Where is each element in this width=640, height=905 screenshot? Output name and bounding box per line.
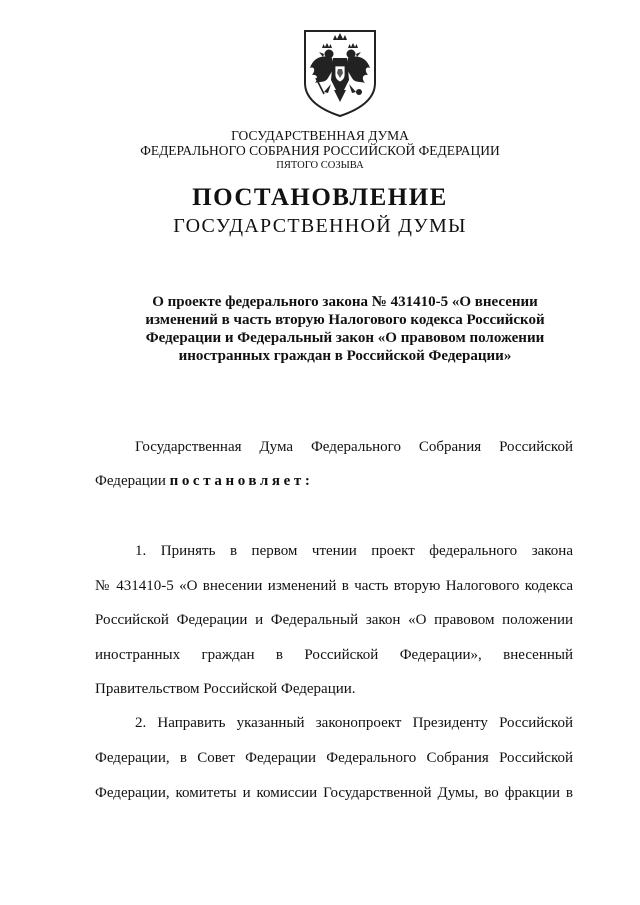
item2-line: 2. Направить указанный законопроект Президенту Российской (135, 715, 573, 731)
coat-of-arms-emblem (302, 28, 378, 118)
convocation: ПЯТОГО СОЗЫВА (276, 160, 364, 171)
intro-verb: постановляет: (169, 473, 314, 489)
subject-line: изменений в часть вторую Налогового кодекса Российской (145, 312, 545, 328)
intro-line (95, 474, 573, 489)
subject-heading (110, 293, 580, 365)
intro-subject: Федерации (95, 473, 166, 489)
issuer-name: ГОСУДАРСТВЕННАЯ ДУМА (231, 128, 409, 143)
item1-line: 1. Принять в первом чтении проект федерального закона (135, 543, 573, 559)
document-subtitle: ГОСУДАРСТВЕННОЙ ДУМЫ (173, 215, 467, 237)
item1-line: № 431410-5 «О внесении изменений в часть вторую Налогового кодекса (95, 578, 573, 594)
subject-line: Федерации и Федеральный закон «О правовом положении (145, 330, 545, 346)
double-headed-eagle-icon (302, 28, 378, 118)
item1-line: Российской Федерации и Федеральный закон «О правовом положении (95, 612, 573, 628)
intro-line: Государственная Дума Федерального Собрания Российской (135, 439, 573, 455)
subject-line: О проекте федерального закона № 431410-5 «О внесении (152, 294, 538, 310)
issuer-parent-name: ФЕДЕРАЛЬНОГО СОБРАНИЯ РОССИЙСКОЙ ФЕДЕРАЦИИ (140, 143, 500, 158)
item1-line: Правительством Российской Федерации. (95, 681, 356, 697)
item2-line: Федерации, в Совет Федерации Федерального Собрания Российской (95, 750, 573, 766)
document-title: ПОСТАНОВЛЕНИЕ (192, 184, 448, 211)
item2-line: Федерации, комитеты и комиссии Государственной Думы, во фракции в (95, 785, 573, 801)
item1-line: иностранных граждан в Российской Федерации», внесенный (95, 647, 573, 663)
subject-line: иностранных граждан в Российской Федерации» (178, 348, 512, 364)
